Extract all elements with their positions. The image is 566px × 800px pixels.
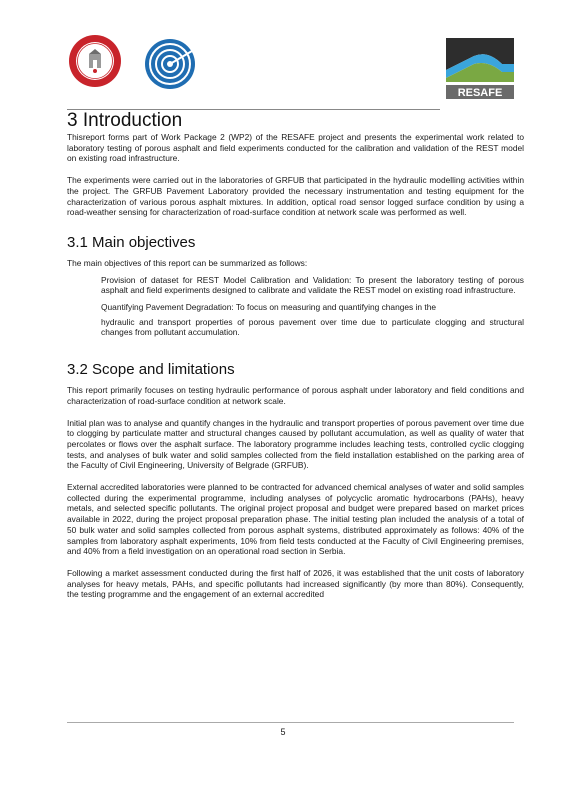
list-item: Quantifying Pavement Degradation: To focus on measuring and quantifying changes in the	[101, 302, 437, 313]
footer-divider	[67, 722, 514, 723]
list-item: hydraulic and transport properties of porous pavement over time due to particulate clogging and structural changes from pollutant accumulation.	[101, 316, 524, 338]
paragraph: The experiments were carried out in the laboratories of GRFUB that participated in the hydraulic modelling activities within the project. The GRFUB Pavement Laboratory provided the necessary instrumentation and testing equipment for the characterization of various porous asphalt mixtures. In addition, optical road sensor logged surface condition by using a road-weather sensing for characterization of road-surface condition at network scale was performed as well.	[67, 175, 524, 218]
paragraph: The main objectives of this report can be summarized as follows:	[67, 257, 308, 268]
faculty-circle-logo	[143, 37, 197, 91]
section-title: 3.1 Main objectives	[67, 233, 196, 251]
resafe-logo	[444, 30, 516, 102]
list-item: Provision of dataset for REST Model Calibration and Validation: To present the laboratory testing of porous asphalt and field experiments designed to calibrate and validate the REST model on existing road infrastructure.	[101, 274, 524, 296]
resafe-logo-text: RESAFE	[457, 87, 503, 99]
chapter-title: 3 Introduction	[67, 110, 183, 131]
section-title: 3.2 Scope and limitations	[67, 361, 235, 379]
university-seal-logo	[67, 33, 123, 89]
page-content	[67, 110, 524, 600]
paragraph: External accredited laboratories were planned to be contracted for advanced chemical analyses of water and solid samples collected during the experimental programme, including analyses of polycyclic aromatic hydrocarbons (PAHs), heavy metals, and selected specific pollutants. The original project proposal and budget were prepared based on market prices available in 2022, during the project proposal preparation phase. The initial testing plan included the analysis of a total of 50 bulk water and solid samples collected from porous asphalt systems, distributed approximately as follows: 40% of the samples from laboratory asphalt experiments, 10% from field tests conducted at the Faculty of Civil Engineering premises, and 40% from a field investigation on an operational road section in Serbia.	[67, 482, 524, 557]
paragraph: Following a market assessment conducted during the first half of 2026, it was established that the unit costs of laboratory analyses for heavy metals, PAHs, and specific pollutants had increased significantly (by more than 80%). Consequently, the testing programme and the engagement of an external accredited	[67, 567, 524, 600]
paragraph: Thisreport forms part of Work Package 2 (WP2) of the RESAFE project and presents the experimental work related to laboratory testing of porous asphalt and field experiments conducted for the calibration and validation of the REST model on existing road infrastructure.	[67, 132, 524, 164]
page-number: 5	[280, 727, 286, 737]
paragraph: This report primarily focuses on testing hydraulic performance of porous asphalt under laboratory and field conditions and characterization of road-surface condition at network scale.	[67, 385, 524, 406]
paragraph: Initial plan was to analyse and quantify changes in the hydraulic and transport properties of porous pavement over time due to clogging by particulate matter and structural changes caused by pollutant accumulation, as well as quality of water that percolates or flows over the asphalt surface. The laboratory programme includes leaching tests, controlled cyclic clogging tests, and analyses of bulk water and solid samples collected from the field installation established on the parking area of the Faculty of Civil Engineering, University of Belgrade (GRFUB).	[67, 417, 524, 471]
